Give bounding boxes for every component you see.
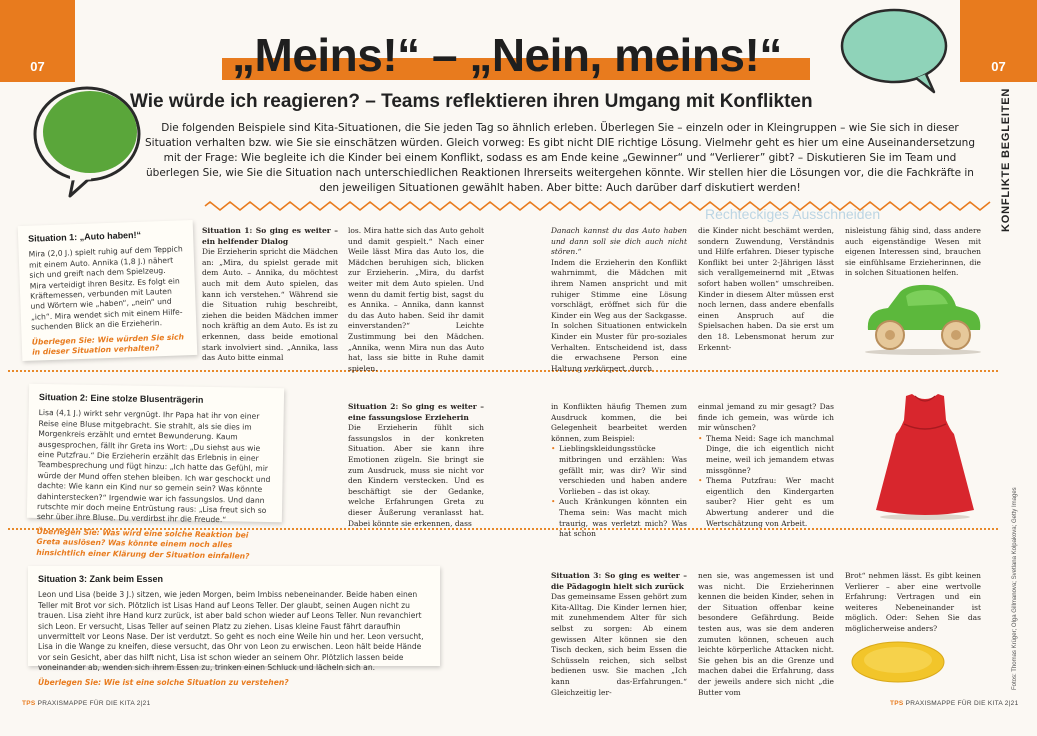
column-text: Das gemeinsame Essen gehört zum Kita-Alltag. Die Kinder lernen hier, mit zunehmendem Alter für sich selbst zu sorgen: Ab einem gewissen Alter können sie den Tisch decken, sich beim Essen die Schüsseln reichen, sich selbst bedienen usw. Sie machen „Ich kann das-Erfahrungen.“ Gleichzeitig ler- (551, 592, 687, 697)
card-title: Situation 1: „Auto haben!“ (27, 229, 142, 244)
text-column (551, 402, 687, 539)
photo-credit: Fotos: Thomas Krüger; Olga Gillmanova; Svetlana Kolpakova; Getty Images (1012, 487, 1018, 690)
card-question: Überlegen Sie: Wie würden Sie sich in dieser Situation verhalten? (31, 332, 185, 357)
footer-text: PRAXISMAPPE FÜR DIE KITA 2|21 (905, 700, 1019, 707)
list-item: • Auch Kränkungen könnten ein Thema sein: Was macht mich traurig, was verletzt mich? Was hat schon (551, 497, 687, 539)
situation-card-2 (27, 384, 284, 561)
text-column: nen sie, was angemessen ist und was nicht. Die Erzieherinnen kennen die beiden Kinder, sehen in der Situation offenbar keine besondere Gefährdung. Beide testen aus, was sie dem anderen zumuten können, scheuen auch leichte körperliche Attacken nicht. Sie gehen bis an die Grenze und machen dabei die Erfahrung, dass der jeweils andere sich nicht „die Butter vom (698, 571, 834, 697)
list-item: • Thema Putzfrau: Wer macht eigentlich den Kindergarten sauber? Hier geht es um Abwertung anderer und die Wertschätzung von Arbeit. (698, 476, 834, 529)
text-column: los. Mira hatte sich das Auto geholt und damit gespielt.“ Nach einer Weile lässt Mira das Auto los, die Mädchen beruhigen sich, blicken zur Erzieherin. „Mira, du darfst weiter mit dem Auto spielen. Und wenn du damit fertig bist, sagst du es Annika. – Annika, dann kannst du das Auto haben. Seid ihr damit einverstanden?“ Leichte Zustimmung bei den Mädchen. „Annika, wenn Mira nun das Auto hat, lass sie bitte in Ruhe damit spielen. (348, 226, 484, 373)
column-text: in Konflikten häufig Themen zum Ausdruck kommen, die bei Gelegenheit bearbeitet werden können, zum Beispiel: (551, 402, 687, 443)
text-column: die Kinder nicht beschämt werden, sondern Zuwendung, Verständnis und Hilfe erfahren. Dieser typische Konflikt bei unter 2-Jährigen lässt sich verallgemeinernd mit „Etwas sofort haben wollen“ umschreiben. Kinder in diesem Alter müssen erst noch lernen, dass andere ebenfalls einen Anspruch auf die Spielsachen haben. Da sie erst um den 18. Lebensmonat herum zur Erkennt- (698, 226, 834, 352)
column-text: einmal jemand zu mir gesagt? Das finde ich gemein, was würde ich mir wünschen? (698, 402, 834, 433)
column-heading: Situation 2: So ging es weiter – eine fassungslose Erzieherin (348, 402, 484, 422)
column-heading: Situation 1: So ging es weiter – ein helfender Dialog (202, 226, 338, 246)
overlay-text: Rechteckiges Ausschneiden (705, 206, 881, 222)
text-column (698, 402, 834, 528)
card-title: Situation 3: Zank beim Essen (38, 574, 164, 584)
footer-left (22, 700, 151, 707)
bullet-list (698, 434, 834, 529)
bullet-list (551, 444, 687, 539)
page-subtitle: Wie würde ich reagieren? – Teams reflektieren ihren Umgang mit Konflikten (130, 91, 813, 112)
footer-brand: TPS (890, 700, 904, 707)
toy-car-image (858, 280, 988, 355)
page-number-left: 07 (0, 0, 75, 82)
situation-card-3 (28, 566, 440, 687)
page-title: „Meins!“ – „Nein, meins!“ (232, 29, 782, 81)
page-number-right: 07 (960, 0, 1037, 82)
row-divider (8, 370, 998, 372)
column-text: Die Erzieherin spricht die Mädchen an: „Mira, du spielst gerade mit dem Auto. – Annika, du möchtest auch mit dem Auto spielen, das kann ich verstehen.“ Während sie die Situation ruhig beschreibt, ziehen die beiden Mädchen immer noch kräftig an dem Auto. Es ist zu erkennen, dass beide emotional stark involviert sind. „Annika, lass das Auto bitte einmal (202, 247, 338, 363)
footer-text: PRAXISMAPPE FÜR DIE KITA 2|21 (37, 700, 151, 707)
speech-bubble-icon (838, 4, 950, 94)
column-heading: Situation 3: So ging es weiter – die Pädagogin hielt sich zurück (551, 571, 687, 591)
text-column: Brot“ nehmen lässt. Es gibt keinen Verlierer – aber eine wertvolle Erfahrung: Vertragen und ein weiteres Nebeneinander ist möglich. Oder: Sehen Sie das möglicherweise anders? (845, 571, 981, 633)
column-text: Die Erzieherin fühlt sich fassungslos in der konkreten Situation. Aber sie kann ihre Emotionen zügeln. Sie bringt sie zum Ausdruck, muss sie nicht vor den Kindern verstecken. Und es beschäftigt sie der Gedanke, welche Erfahrungen Greta zu dieser Äußerung veranlasst hat. Dabei könnte sie erkennen, dass (348, 423, 484, 528)
footer-right (890, 700, 1019, 707)
situation-card-1 (18, 220, 198, 361)
text-column (202, 226, 338, 363)
column-text: Indem die Erzieherin den Konflikt wahrnimmt, die Mädchen mit ihrem Namen anspricht und mit ruhiger Stimme eine Lösung vorschlägt, eröffnet sich für die Kinder ein Weg aus der Sackgasse. In solchen Situationen entwickeln Kinder ein Muster für pro-soziales Verhalten. Entscheidend ist, dass die erwachsene Person eine Haltung verkörpert, durch (551, 257, 687, 373)
card-question: Überlegen Sie: Wie ist eine solche Situation zu verstehen? (38, 677, 289, 687)
card-question: Überlegen Sie: Was wird eine solche Reaktion bei Greta auslösen? Was könnte einem noch alles hinsichtlich einer Klärung der Situation einfallen? (36, 526, 250, 561)
column-text: Danach kannst du das Auto haben und dann soll sie dich auch nicht stören.“ (551, 226, 687, 257)
text-column (551, 571, 687, 697)
card-body: Mira (2,0 J.) spielt ruhig auf dem Teppich mit einem Auto. Annika (1,8 J.) nähert sich und greift nach dem Spielzeug. Mira verteidigt ihren Besitz. Es folgt ein Kräftemessen, verbunden mit Lauten und Wörtern wie „haben“, „nein“ und „ich“. Mira wendet sich mit einem Hilfe-suchenden Blick an die Erzieherin. (28, 244, 183, 332)
speech-bubble-icon (30, 78, 145, 198)
intro-paragraph: Die folgenden Beispiele sind Kita-Situationen, die Sie jeden Tag so ähnlich erleben. Überlegen Sie – einzeln oder in Kleingruppen – wie Sie sich in dieser Situation verhalten bzw. wie Sie sie einschätzen würden. Gleich vorweg: Es gibt nicht DIE richtige Lösung. Vielmehr geht es hier um eine Auseinandersetzung mit der Frage: Wie begleite ich die Kinder bei einem Konflikt, sodass es am Ende keine „Gewinner“ und “Verlierer” gibt? – Diskutieren Sie im Team und überlegen Sie, wie Sie die Situation nach unterschiedlichen Reaktionen Ihrerseits weitergehen könnte. Wir stellen hier die Lösungen vor, die die Fachkräfte in den jeweiligen Situationen gewählt haben. Aber bitte: Auch darüber darf diskutiert werden! (145, 122, 975, 194)
plate-image (848, 636, 948, 686)
text-column (348, 402, 484, 528)
dress-image (870, 390, 980, 520)
text-column: nisleistung fähig sind, dass andere auch eigenständige Wesen mit eigenen Interessen sind, brauchen sie einfühlsame Erzieherinnen, die in solchen Situationen helfen. (845, 226, 981, 278)
card-body: Lisa (4,1 J.) wirkt sehr vergnügt. Ihr Papa hat ihr von einer Reise eine Bluse mitgebracht. Sie strahlt, als sie dies im Morgenkreis erzählt und erntet Bewunderung. Kaum ausgesprochen, fällt ihr Greta ins Wort: „Du siehst aus wie eine Putzfrau.“ Die Erzieherin erzählt das Erlebnis in einer Teambesprechung und fügt hinzu: „Ich hatte das Gefühl, mir würde der Mund offen stehen bleiben. Ich war geschockt und dachte: Wie kann ein Kind nur so gemein sein? Was könnte dahinterstecken?“ Irgendwie war ich fassungslos. Und dann rutschte mir doch meine Entrüstung raus: „Lisa freut sich so sehr über ihre Bluse. Du verdirbst ihr die Freude.“ (36, 408, 271, 525)
list-item: • Thema Neid: Sage ich manchmal Dinge, die ich eigentlich nicht meine, weil ich jemandem etwas missgönne? (698, 434, 834, 476)
section-label: KONFLIKTE BEGLEITEN (1000, 87, 1012, 232)
list-item: • Lieblingskleidungsstücke mitbringen und erzählen: Was gefällt mir, was dir? Wir sind verschieden und haben andere Vorlieben – das ist okay. (551, 444, 687, 497)
card-title: Situation 2: Eine stolze Blusenträgerin (38, 391, 204, 405)
text-column (551, 226, 687, 373)
card-body: Leon und Lisa (beide 3 J.) sitzen, wie jeden Morgen, beim Imbiss nebeneinander. Beide haben einen Teller mit Brot vor sich. Plötzlich ist Lisas Hand auf Leons Teller. Der glaubt, seinen Augen nicht zu trauen. Lisa zieht ihre Hand kurz zurück, ist aber bald schon wieder auf Leons Teller. Nun revanchiert sich Leon. Er versucht, Lisas Teller auf seinen Platz zu ziehen. Lisas kleine Faust fährt daraufhin unvermittelt vor Leons Nase. Der ist verdutzt. So geht es noch eine Weile hin und her. Leon versucht, Lisa in die Wange zu kneifen, diese versucht, das Ohr von Leon zu erwischen. Leon hält beide Hände vor sein Gesicht, aber das hilft nicht, Lisa ist schon wieder an seinem Ohr. Plötzlich lassen beide voneinander ab, wenden sich ihrem Essen zu, trinken einen Schluck und lächeln sich an. (38, 590, 424, 673)
footer-brand: TPS (22, 700, 36, 707)
